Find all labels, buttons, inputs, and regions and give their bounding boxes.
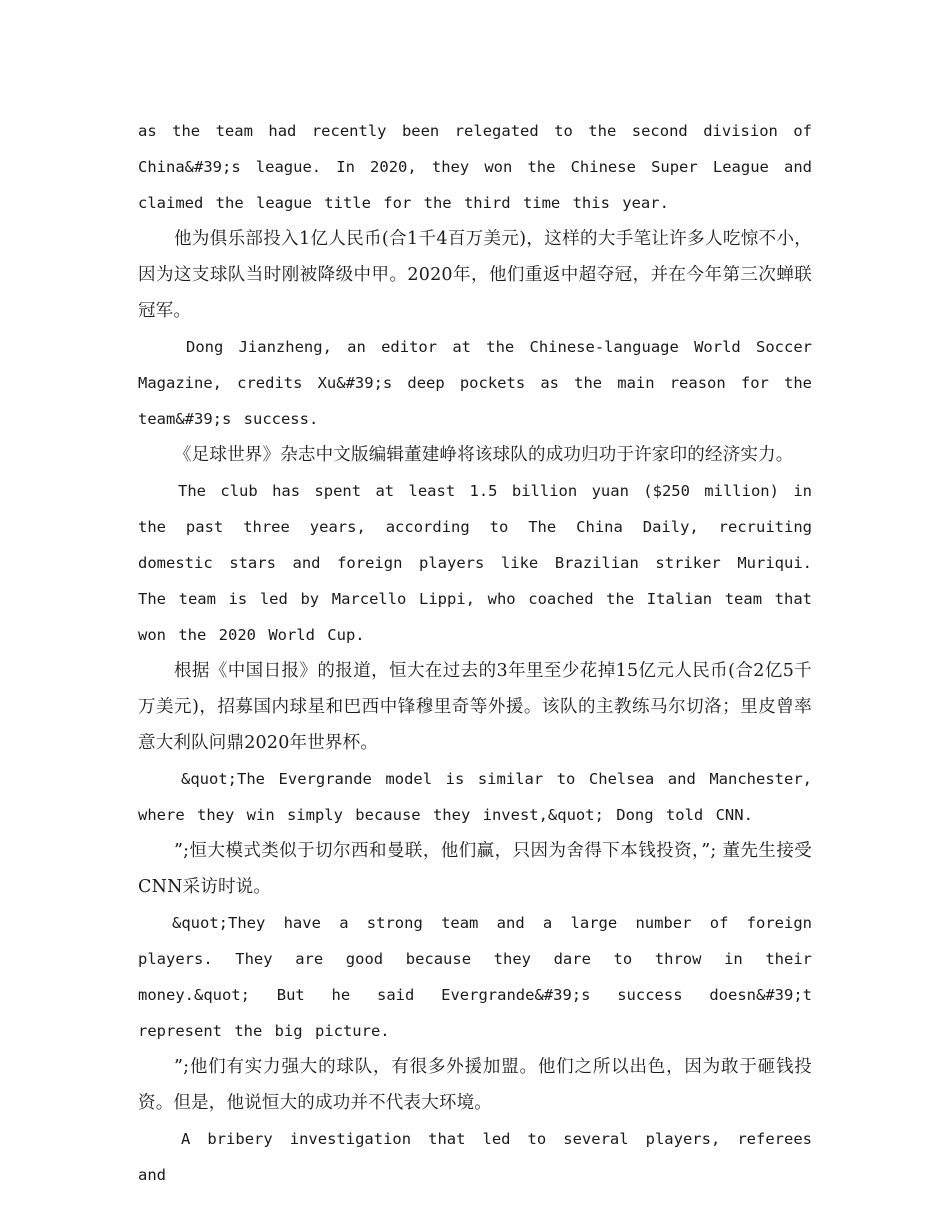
paragraph-en-5: &quot;They have a strong team and a large number of foreign players. They are good because they dare to throw in their money.&quot; But he said Evergrande&#39;s success doesn&#39;t represent the big picture. <box>138 914 812 1040</box>
paragraph-en-1: as the team had recently been relegated to the second division of China&#39;s league. In 2020, they won the Chinese Super League and claimed the league title for the third time this year. <box>138 122 812 212</box>
paragraph-zh-1: 他为俱乐部投入1亿人民币(合1千4百万美元)，这样的大手笔让许多人吃惊不小，因为这支球队当时刚被降级中甲。2020年，他们重返中超夺冠，并在今年第三次蝉联冠军。 <box>138 229 812 321</box>
paragraph-en-3: The club has spent at least 1.5 billion yuan ($250 million) in the past three years, according to The China Daily, recruiting domestic stars and foreign players like Brazilian striker Muriqui. The team is led by Marcello Lippi, who coached the Italian team that won the 2020 World Cup. <box>138 482 812 644</box>
paragraph-en-2: Dong Jianzheng, an editor at the Chinese-language World Soccer Magazine, credits Xu&#39;s deep pockets as the main reason for the team&#39;s success. <box>138 338 812 428</box>
paragraph-en-4: &quot;The Evergrande model is similar to Chelsea and Manchester, where they win simply because they invest,&quot; Dong told CNN. <box>138 770 812 824</box>
paragraph-zh-2: 《足球世界》杂志中文版编辑董建峥将该球队的成功归功于许家印的经济实力。 <box>174 445 794 465</box>
paragraph-en-6: A bribery investigation that led to several players, referees and <box>138 1130 812 1184</box>
paragraph-zh-5: ”;他们有实力强大的球队，有很多外援加盟。他们之所以出色，因为敢于砸钱投资。但是，他说恒大的成功并不代表大环境。 <box>138 1057 812 1113</box>
document-body <box>138 113 812 1193</box>
paragraph-zh-4: ”;恒大模式类似于切尔西和曼联，他们赢，只因为舍得下本钱投资，”; 董先生接受CNN采访时说。 <box>138 841 812 897</box>
paragraph-zh-3: 根据《中国日报》的报道，恒大在过去的3年里至少花掉15亿元人民币(合2亿5千万美元)，招募国内球星和巴西中锋穆里奇等外援。该队的主教练马尔切洛；里皮曾率意大利队问鼎2020年世界杯。 <box>138 661 812 753</box>
